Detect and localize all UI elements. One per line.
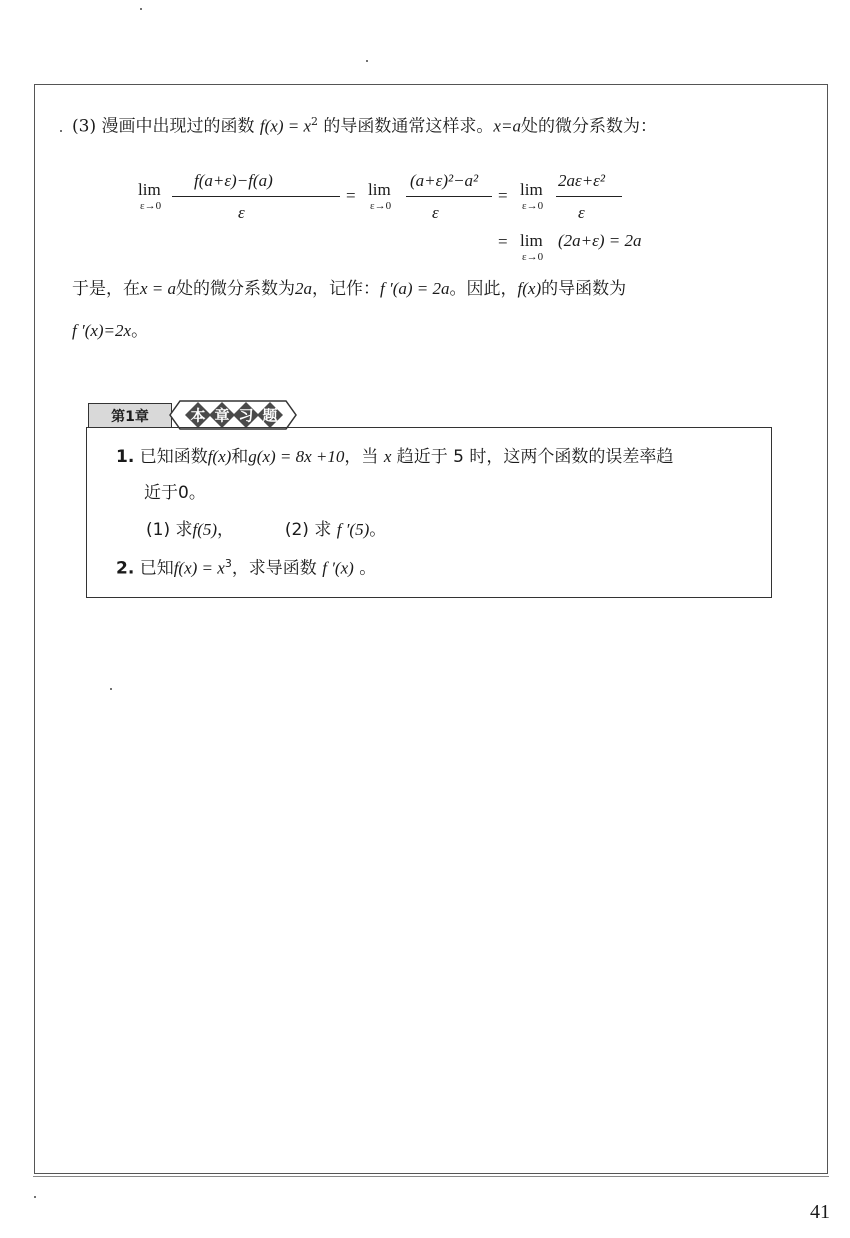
fraction-2-bar [406, 196, 492, 197]
scan-speck [34, 1196, 36, 1198]
exercise-2-exponent: 3 [224, 557, 232, 570]
exercise-1-line-1 [116, 448, 673, 466]
subquestion-1-f: f(5) [192, 520, 218, 539]
lim-3-sub: ε→0 [522, 200, 544, 212]
exercise-2-text-b: ，求导函数 [231, 558, 317, 579]
para3-xa: x=a [493, 116, 521, 136]
exercise-1-text-d: 趋近于 5 时，这两个函数的误差率趋 [396, 447, 674, 467]
badge-char-2: 章 [214, 406, 230, 425]
exercise-1-text-a: 已知函数 [139, 447, 208, 467]
conclusion-text-a: 于是，在 [72, 279, 140, 299]
fraction-2-numerator: (a+ε)²−a² [410, 171, 479, 190]
limit-result: (2a+ε) = 2a [558, 231, 642, 250]
lim-1-sub: ε→0 [140, 200, 162, 212]
equals-3: = [498, 232, 508, 251]
exercise-2-number: 2. [116, 558, 135, 579]
badge-char-1: 本 [190, 406, 206, 425]
exercise-1-f: f(x) [207, 447, 232, 466]
lim-4-sub: ε→0 [522, 251, 544, 263]
conclusion-line-1 [72, 280, 626, 298]
subquestion-1-label: (1) 求 [146, 520, 193, 540]
conclusion-fpx: f ′(x)=2x [72, 321, 132, 340]
scan-speck [366, 60, 368, 62]
exercise-2-text-a: 已知 [139, 558, 174, 579]
fraction-1-denominator: ε [238, 203, 245, 222]
exercise-2-fprime: f ′(x) [322, 558, 354, 578]
fraction-3-numerator: 2aε+ε² [558, 171, 605, 190]
conclusion-end: 。 [131, 321, 149, 341]
conclusion-text-e: 的导函数为 [541, 279, 627, 299]
badge-char-3: 习 [238, 406, 254, 425]
exercise-2-line [116, 558, 376, 578]
para3-text-b: 的导函数通常这样求。 [323, 116, 494, 137]
para3-label: (3) [72, 116, 97, 137]
exercise-1-g: g(x) = 8x +10 [248, 447, 345, 466]
exercise-2-f: f(x) = x [173, 558, 225, 578]
equals-2: = [498, 186, 508, 205]
badge-char-4: 题 [262, 406, 278, 425]
conclusion-text-d: 。因此， [449, 279, 518, 299]
para3-exponent: 2 [311, 115, 319, 128]
fraction-1-numerator: f(a+ε)−f(a) [194, 171, 273, 190]
exercise-2-end: 。 [359, 558, 377, 579]
para3-text-c: 处的微分系数为： [520, 116, 657, 137]
exercise-1-text-b: 和 [231, 447, 249, 467]
fraction-3-denominator: ε [578, 203, 585, 222]
lim-3: lim [520, 180, 543, 199]
para3-line [72, 116, 657, 136]
page-number: 41 [810, 1201, 830, 1223]
lim-2-sub: ε→0 [370, 200, 392, 212]
conclusion-line-2 [72, 322, 148, 340]
subquestion-2-end: 。 [369, 520, 387, 540]
fraction-2-denominator: ε [432, 203, 439, 222]
conclusion-text-b: 处的微分系数为 [176, 279, 296, 299]
fraction-1-bar [172, 196, 340, 197]
para3-text-a: 漫画中出现过的函数 [101, 116, 255, 137]
exercise-1-x: x [383, 447, 392, 466]
conclusion-xa: x = a [140, 279, 177, 298]
lim-2: lim [368, 180, 391, 199]
content-frame [34, 84, 828, 1174]
para3-function: f(x) = x [259, 116, 312, 136]
scan-speck [110, 688, 112, 690]
conclusion-fpa: f ′(a) = 2a [380, 279, 450, 298]
scan-speck [140, 8, 142, 10]
lim-1: lim [138, 180, 161, 199]
exercise-1-text-c: ，当 [344, 447, 379, 467]
chapter-tab: 第1章 [88, 403, 172, 428]
exercise-1-subquestions [146, 521, 386, 539]
subquestion-2-label: (2) 求 [284, 520, 332, 540]
conclusion-text-c: ，记作： [312, 279, 381, 299]
lim-4: lim [520, 231, 543, 250]
exercise-1-line-2: 近于0。 [144, 483, 206, 503]
scan-speck [60, 130, 62, 132]
subquestion-1-end: ， [217, 520, 235, 540]
conclusion-fx: f(x) [517, 279, 542, 298]
conclusion-value: 2a [295, 279, 313, 298]
fraction-3-bar [556, 196, 622, 197]
exercise-1-number: 1. [116, 447, 135, 467]
subquestion-2-fprime: f ′(5) [336, 520, 370, 539]
equals-1: = [346, 186, 356, 205]
